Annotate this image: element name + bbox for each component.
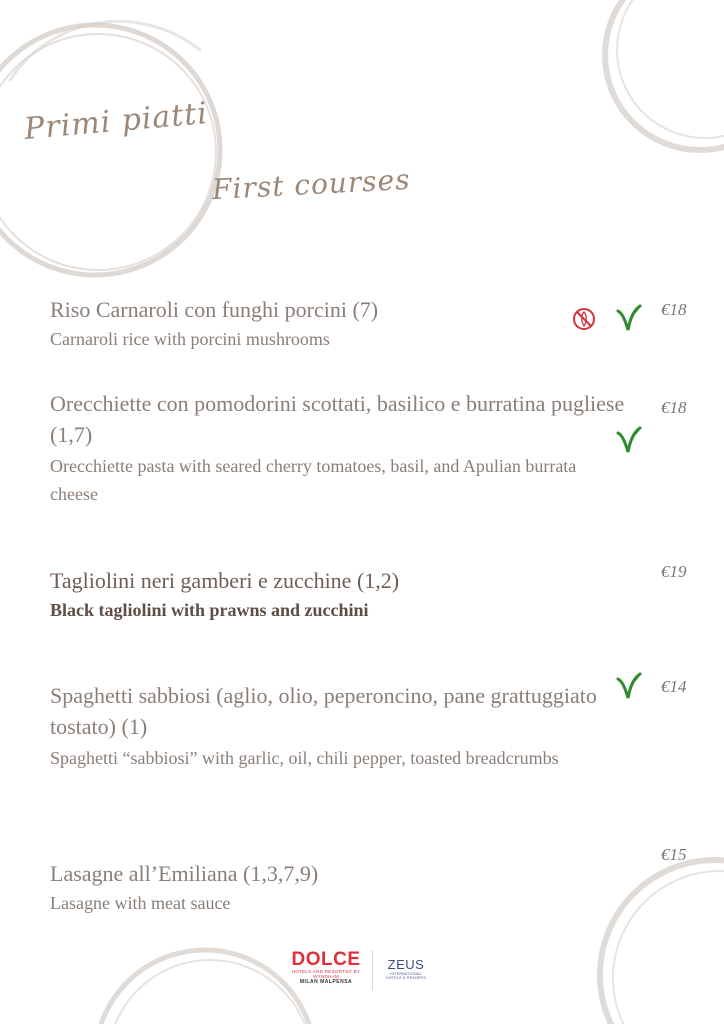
vegetarian-icon <box>615 425 643 459</box>
dish-name-english: Carnaroli rice with porcini mushrooms <box>50 329 330 349</box>
zeus-tagline: INTERNATIONAL HOTELS & RESORTS <box>386 972 426 980</box>
dish-name-italian: Orecchiette con pomodorini scottati, basilico e burratina pugliese (1,7) <box>50 391 625 447</box>
price-label: €18 <box>661 398 687 417</box>
dolce-logo <box>282 950 370 985</box>
title-english: First courses <box>211 162 412 207</box>
dish-name-italian: Tagliolini neri gamberi e zucchine (1,2) <box>50 568 400 593</box>
dish-name-italian: Riso Carnaroli con funghi porcini (7) <box>50 297 379 322</box>
dish-riso-carnaroli <box>50 294 650 353</box>
gluten-free-icon <box>572 307 596 335</box>
zeus-logo <box>382 958 430 980</box>
footer-logos <box>282 950 432 992</box>
dish-name-english: Spaghetti “sabbiosi” with garlic, oil, chili pepper, toasted breadcrumbs <box>50 748 559 768</box>
price-label: €14 <box>661 677 687 696</box>
dish-orecchiette <box>50 388 650 508</box>
dish-name-english: Black tagliolini with prawns and zucchini <box>50 600 369 620</box>
title-italian: Primi piatti <box>22 96 210 147</box>
dolce-location: MILAN MALPENSA <box>299 979 353 985</box>
dish-tagliolini-neri <box>50 565 650 624</box>
dish-name-italian: Lasagne all’Emiliana (1,3,7,9) <box>50 861 319 886</box>
dish-name-english: Orecchiette pasta with seared cherry tomatoes, basil, and Apulian burrata cheese <box>50 456 577 504</box>
dish-name-italian: Spaghetti sabbiosi (aglio, olio, peperoncino, pane grattuggiato tostato) (1) <box>50 683 597 739</box>
price-label: €15 <box>661 845 687 864</box>
vegetarian-icon <box>615 671 643 705</box>
logo-divider <box>372 950 373 990</box>
price-label: €19 <box>661 562 687 581</box>
dish-lasagne <box>50 858 650 917</box>
zeus-brand: ZEUS <box>387 957 425 972</box>
price-label: €18 <box>661 300 687 319</box>
vegetarian-icon <box>615 303 643 337</box>
dish-spaghetti-sabbiosi <box>50 680 650 772</box>
dolce-tagline: HOTELS AND RESORTS® BY WYNDHAM <box>291 969 361 979</box>
dolce-brand: DOLCE <box>291 949 361 970</box>
dish-name-english: Lasagne with meat sauce <box>50 893 231 913</box>
